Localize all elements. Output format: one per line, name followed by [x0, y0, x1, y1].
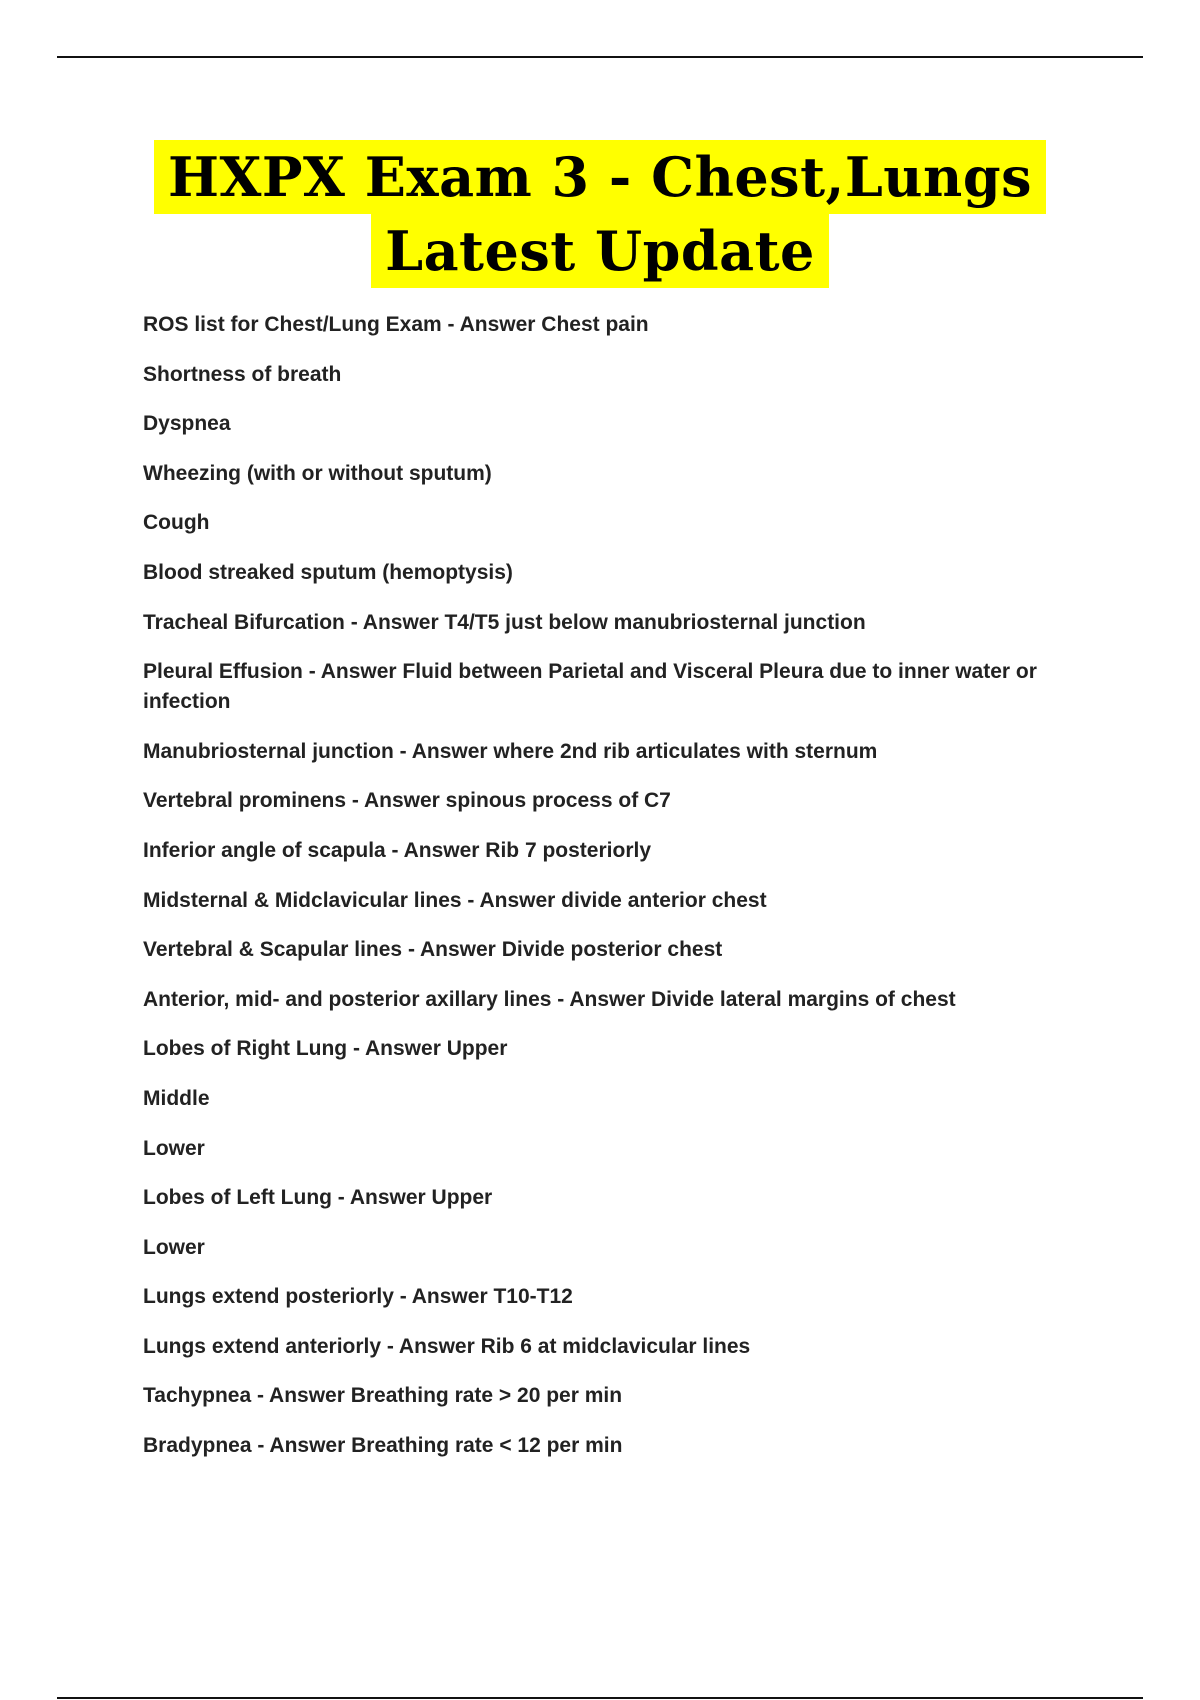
list-item: Anterior, mid- and posterior axillary lines - Answer Divide lateral margins of chest — [143, 987, 956, 1011]
title-line-1: HXPX Exam 3 - Chest,Lungs — [154, 140, 1046, 214]
list-item: Manubriosternal junction - Answer where 2nd rib articulates with sternum — [143, 739, 878, 763]
list-item: Vertebral & Scapular lines - Answer Divide posterior chest — [143, 938, 723, 962]
document-title — [0, 140, 1200, 288]
list-item: Inferior angle of scapula - Answer Rib 7 posteriorly — [143, 838, 651, 862]
list-item: Dyspnea — [143, 412, 231, 436]
list-item: Cough — [143, 511, 210, 535]
list-item: Pleural Effusion - Answer Fluid between Parietal and Visceral Pleura due to inner water or infection — [143, 660, 1037, 714]
top-divider — [57, 56, 1143, 58]
list-item: Lobes of Right Lung - Answer Upper — [143, 1037, 508, 1061]
list-item: Tracheal Bifurcation - Answer T4/T5 just below manubriosternal junction — [143, 610, 866, 634]
list-item: Wheezing (with or without sputum) — [143, 461, 492, 485]
list-item: Lower — [143, 1235, 205, 1259]
list-item: Bradypnea - Answer Breathing rate < 12 per min — [143, 1434, 623, 1458]
list-item: Lungs extend anteriorly - Answer Rib 6 at midclavicular lines — [143, 1334, 751, 1358]
list-item: Midsternal & Midclavicular lines - Answer divide anterior chest — [143, 888, 767, 912]
list-item: Shortness of breath — [143, 362, 342, 386]
bottom-divider — [57, 1697, 1143, 1699]
list-item: Lower — [143, 1136, 205, 1160]
list-item: Tachypnea - Answer Breathing rate > 20 per min — [143, 1384, 623, 1408]
list-item: Blood streaked sputum (hemoptysis) — [143, 560, 513, 584]
question-answer-list — [143, 310, 1088, 1481]
list-item: ROS list for Chest/Lung Exam - Answer Chest pain — [143, 313, 649, 336]
list-item: Middle — [143, 1086, 210, 1110]
list-item: Vertebral prominens - Answer spinous process of C7 — [143, 789, 671, 813]
title-line-2: Latest Update — [371, 214, 829, 288]
list-item: Lobes of Left Lung - Answer Upper — [143, 1186, 493, 1210]
list-item: Lungs extend posteriorly - Answer T10-T12 — [143, 1285, 573, 1309]
